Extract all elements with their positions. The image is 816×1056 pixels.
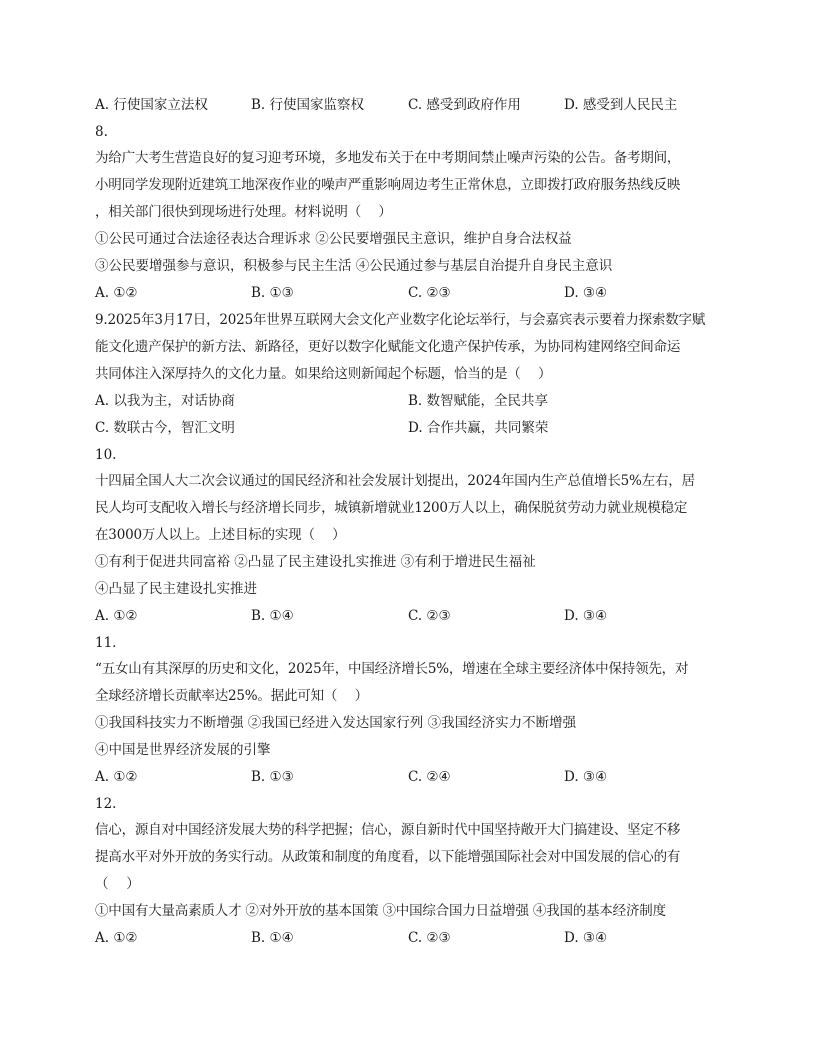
question-number: 12. [95, 796, 117, 812]
option-b: B. ①③ [251, 285, 294, 301]
statement-line: ①中国有大量高素质人才 ②对外开放的基本国策 ③中国综合国力日益增强 ④我国的基本经济制度 [95, 903, 666, 919]
option-d: D. 感受到人民民主 [564, 97, 678, 113]
statement-line: ③公民要增强参与意识，积极参与民主生活 ④公民通过参与基层自治提升自身民主意识 [95, 258, 613, 274]
question-stem-line: （ ） [95, 876, 140, 892]
question-stem-line: ，相关部门很快到现场进行处理。材料说明（ ） [95, 204, 392, 220]
option-b: B. ①③ [251, 769, 294, 785]
statement-line: ①有利于促进共同富裕 ②凸显了民主建设扎实推进 ③有利于增进民生福祉 [95, 554, 536, 570]
option-c: C. ②③ [408, 930, 451, 946]
option-a: A. ①② [95, 769, 138, 785]
option-a: A. ①② [95, 285, 138, 301]
option-b: B. ①④ [251, 608, 294, 624]
question-stem-line: 全球经济增长贡献率达25%。据此可知（ ） [95, 688, 368, 704]
option-c: C. 数联古今，智汇文明 [95, 420, 235, 436]
option-c: C. ②③ [408, 285, 451, 301]
option-c: C. ②③ [408, 608, 451, 624]
option-b: B. 行使国家监察权 [251, 97, 365, 113]
question-stem-line: 信心，源自对中国经济发展大势的科学把握；信心，源自新时代中国坚持敞开大门搞建设、坚定不移 [95, 822, 681, 838]
option-a: A. ①② [95, 608, 138, 624]
question-stem-line: 共同体注入深厚持久的文化力量。如果给这则新闻起个标题，恰当的是（ ） [95, 366, 552, 382]
statement-line: ④凸显了民主建设扎实推进 [95, 581, 257, 597]
option-d: D. ③④ [564, 285, 608, 301]
question-stem-line: 为给广大考生营造良好的复习迎考环境，多地发布关于在中考期间禁止噪声污染的公告。备考期间， [95, 150, 681, 166]
option-c: C. 感受到政府作用 [408, 97, 521, 113]
statement-line: ①公民可通过合法途径表达合理诉求 ②公民要增强民主意识，维护自身合法权益 [95, 231, 572, 247]
option-d: D. ③④ [564, 769, 608, 785]
question-stem-line: 在3000万人以上。上述目标的实现（ ） [95, 527, 346, 543]
option-a: A. 行使国家立法权 [95, 97, 208, 113]
question-number: 8. [95, 124, 108, 140]
statement-line: ④中国是世界经济发展的引擎 [95, 742, 271, 758]
option-a: A. 以我为主，对话协商 [95, 393, 235, 409]
question-stem-line: 十四届全国人大二次会议通过的国民经济和社会发展计划提出，2024年国内生产总值增长5%左右，居 [95, 473, 695, 489]
option-c: C. ②④ [408, 769, 451, 785]
option-b: B. ①④ [251, 930, 294, 946]
question-stem-line: 9.2025年3月17日，2025年世界互联网大会文化产业数字化论坛举行，与会嘉宾表示要着力探索数字赋 [95, 312, 706, 328]
option-a: A. ①② [95, 930, 138, 946]
option-b: B. 数智赋能，全民共享 [408, 393, 549, 409]
question-stem-line: 能文化遗产保护的新方法、新路径，更好以数字化赋能文化遗产保护传承，为协同构建网络空间命运 [95, 339, 681, 355]
statement-line: ①我国科技实力不断增强 ②我国已经进入发达国家行列 ③我国经济实力不断增强 [95, 715, 577, 731]
question-stem-line: 提高水平对外开放的务实行动。从政策和制度的角度看，以下能增强国际社会对中国发展的信心的有 [95, 849, 681, 865]
question-stem-line: “五女山有其深厚的历史和文化，2025年，中国经济增长5%，增速在全球主要经济体中保持领先，对 [95, 661, 689, 677]
question-stem-line: 民人均可支配收入增长与经济增长同步，城镇新增就业1200万人以上，确保脱贫劳动力就业规模稳定 [95, 500, 688, 516]
option-d: D. ③④ [564, 930, 608, 946]
question-stem-line: 小明同学发现附近建筑工地深夜作业的噪声严重影响周边考生正常休息，立即拨打政府服务热线反映 [95, 177, 681, 193]
option-d: D. 合作共赢，共同繁荣 [408, 420, 549, 436]
question-number: 11. [95, 635, 117, 651]
question-number: 10. [95, 447, 117, 463]
option-d: D. ③④ [564, 608, 608, 624]
